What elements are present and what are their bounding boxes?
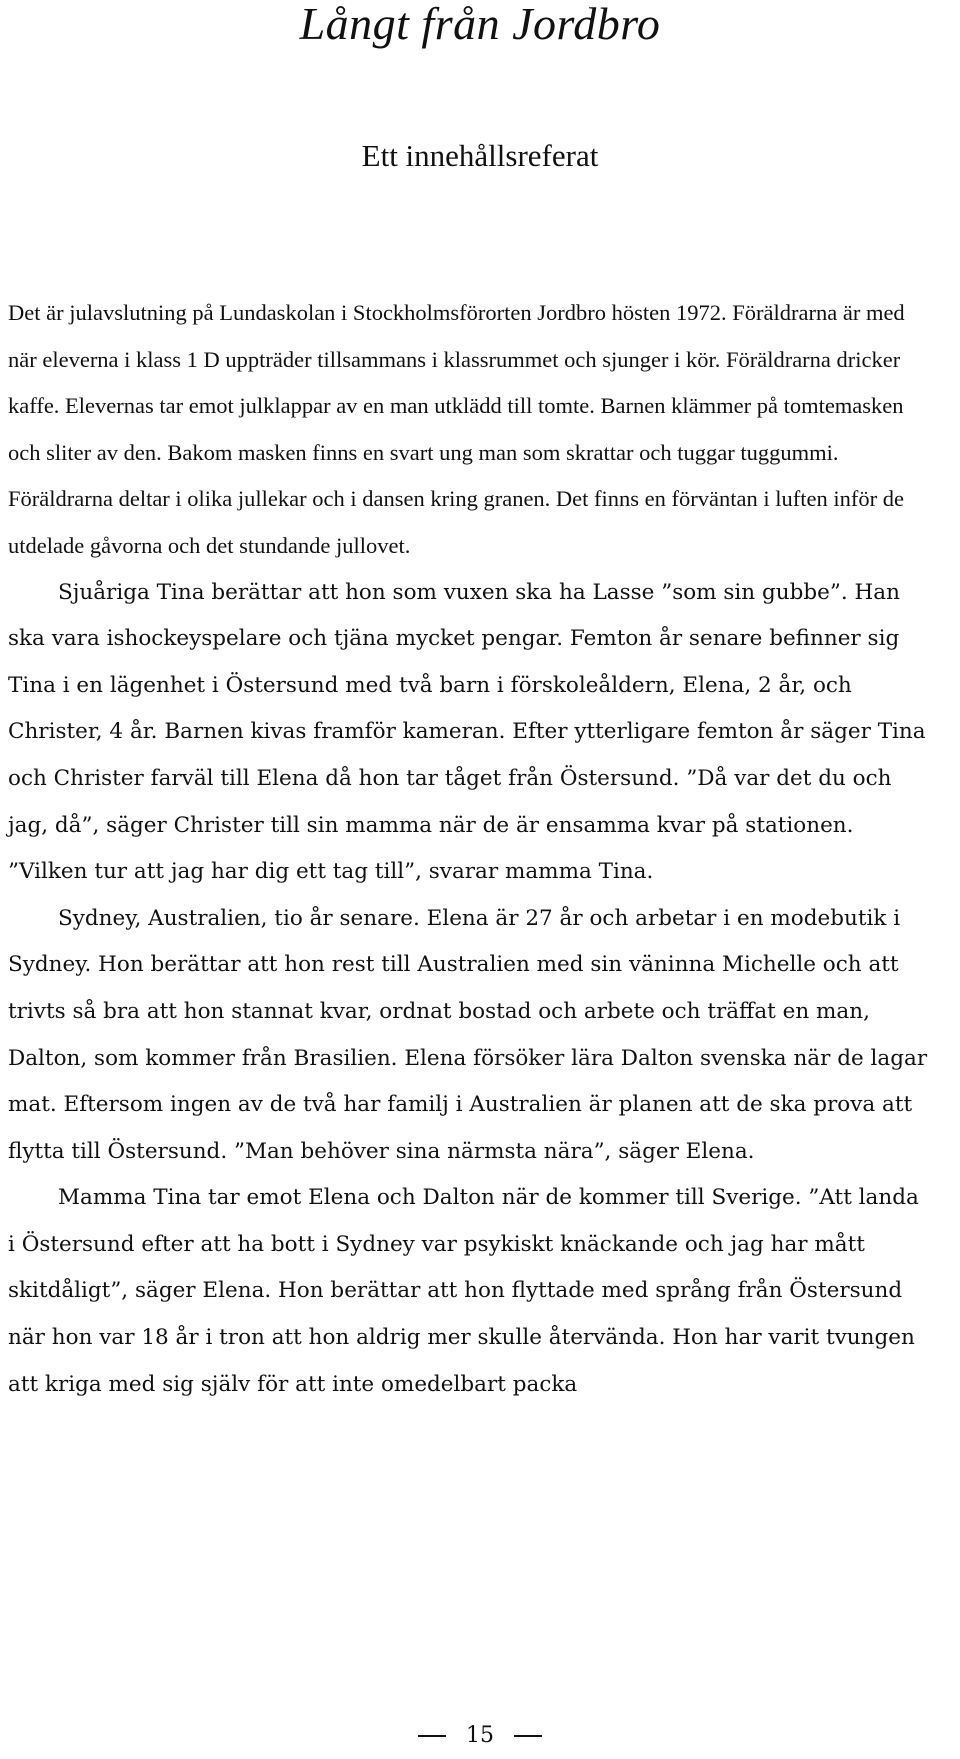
paragraph: Det är julavslutning på Lundaskolan i Stockholmsförorten Jordbro hösten 1972. Föräldrarna är med när eleverna i klass 1 D uppträder tillsammans i klassrummet och sjunger i kör. Föräldrarna dricker kaffe. Elevernas tar emot julklappar av en man utklädd till tomte. Barnen klämmer på tomtemasken och sliter av den. Bakom masken finns en svart ung man som skrattar och tuggar tuggummi. Föräldrarna deltar i olika jullekar och i dansen kring granen. Det finns en förväntan i luften inför de utdelade gåvorna och det stundande jullovet.: [8, 300, 905, 558]
document-subtitle: Ett innehållsreferat: [361, 138, 599, 173]
paragraph: Mamma Tina tar emot Elena och Dalton när de kommer till Sverige. ”Att landa i Östersund efter att ha bott i Sydney var psykiskt knäckande och jag har mått skitdåligt”, säger Elena. Hon berättar att hon flyttade med språng från Östersund när hon var 18 år i tron att hon aldrig mer skulle återvända. Hon har varit tvungen att kriga med sig själv för att inte omedelbart packa: [8, 1185, 919, 1397]
document-body: [8, 290, 928, 1408]
footer-dash-right: [514, 1735, 542, 1737]
paragraph: Sjuåriga Tina berättar att hon som vuxen ska ha Lasse ”som sin gubbe”. Han ska vara ishockeyspelare och tjäna mycket pengar. Femton år senare befinner sig Tina i en lägenhet i Östersund med två barn i förskoleåldern, Elena, 2 år, och Christer, 4 år. Barnen kivas framför kameran. Efter ytterligare femton år säger Tina och Christer farväl till Elena då hon tar tåget från Östersund. ”Då var det du och jag, då”, säger Christer till sin mamma när de är ensamma kvar på stationen. ”Vilken tur att jag har dig ett tag till”, svarar mamma Tina.: [8, 579, 926, 885]
page-footer: [0, 1722, 960, 1750]
document-title: Långt från Jordbro: [299, 0, 661, 49]
paragraph: Sydney, Australien, tio år senare. Elena är 27 år och arbetar i en modebutik i Sydney. Hon berättar att hon rest till Australien med sin väninna Michelle och att trivts så bra att hon stannat kvar, ordnat bostad och arbete och träffat en man, Dalton, som kommer från Brasilien. Elena försöker lära Dalton svenska när de lagar mat. Eftersom ingen av de två har familj i Australien är planen att de ska prova att flytta till Östersund. ”Man behöver sina närmsta nära”, säger Elena.: [8, 905, 928, 1164]
page-number: 15: [466, 1723, 494, 1748]
footer-dash-left: [418, 1735, 446, 1737]
